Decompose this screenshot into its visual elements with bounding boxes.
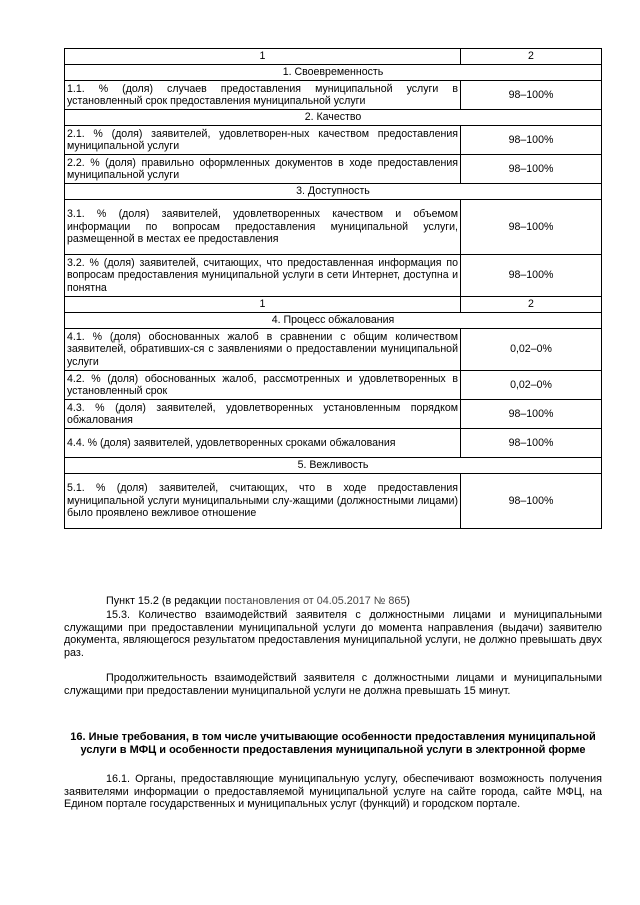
table-row [65,329,602,371]
paragraph-duration: Продолжительность взаимодействий заявителя с должностными лицами и муниципальными служащими при предоставлении муниципальной услуги не должна превышать 15 минут. [64,672,602,697]
indicator-value: 98–100% [461,126,602,155]
table-row [65,371,602,400]
indicator-value: 0,02–0% [461,371,602,400]
indicator-text: 2.2. % (доля) правильно оформленных документов в ходе предоставления муниципальной услуги [65,155,461,184]
table-row [65,400,602,429]
header-col2: 2 [461,297,602,313]
indicator-value: 98–100% [461,155,602,184]
section-title: 2. Качество [65,110,602,126]
section-title: 5. Вежливость [65,458,602,474]
indicator-text: 4.3. % (доля) заявителей, удовлетворенных установленным порядком обжалования [65,400,461,429]
indicator-text: 3.2. % (доля) заявителей, считающих, что предоставленная информация по вопросам предоставления муниципальной услуги в сети Интернет, доступна и понятна [65,255,461,297]
table-row [65,81,602,110]
table-row [65,255,602,297]
indicator-value: 98–100% [461,474,602,529]
section-row [65,65,602,81]
indicator-text: 3.1. % (доля) заявителей, удовлетворенных качеством и объемом информации по вопросам предоставления муниципальной услуги, размещенной в местах ее предоставления [65,200,461,255]
paragraph-15-3: 15.3. Количество взаимодействий заявителя с должностными лицами и муниципальными служащими при предоставлении муниципальной услуги до момента направления (выдачи) заявителю документа, являющегося результатом предоставления муниципальной услуги, не должно превышать двух раз. [64,609,602,659]
header-col1: 1 [65,49,461,65]
indicator-text: 5.1. % (доля) заявителей, считающих, что в ходе предоставления муниципальной услуги муниципальными слу-жащими (должностными лицами) было проявлено вежливое отношение [65,474,461,529]
indicator-text: 4.2. % (доля) обоснованных жалоб, рассмотренных и удовлетворенных в установленный срок [65,371,461,400]
table-header-row [65,49,602,65]
table-row [65,155,602,184]
note-prefix: Пункт 15.2 (в редакции [106,595,225,607]
indicator-text: 1.1. % (доля) случаев предоставления муниципальной услуги в установленный срок предоставления муниципальной услуги [65,81,461,110]
amendment-note [64,595,602,608]
section-row [65,184,602,200]
indicator-value: 98–100% [461,400,602,429]
section-title: 1. Своевременность [65,65,602,81]
indicator-value: 98–100% [461,255,602,297]
indicator-text: 4.1. % (доля) обоснованных жалоб в сравнении с общим количеством заявителей, обративших-ся с заявлениями о предоставлении муниципальной услуги [65,329,461,371]
table-row [65,126,602,155]
indicator-value: 98–100% [461,81,602,110]
header-col2: 2 [461,49,602,65]
indicator-text: 4.4. % (доля) заявителей, удовлетворенных сроками обжалования [65,429,461,458]
section-row [65,313,602,329]
table-row [65,429,602,458]
section-row [65,458,602,474]
indicator-value: 98–100% [461,429,602,458]
indicator-text: 2.1. % (доля) заявителей, удовлетворен-ных качеством предоставления муниципальной услуги [65,126,461,155]
table-row [65,200,602,255]
section-row [65,110,602,126]
paragraph-16-1: 16.1. Органы, предоставляющие муниципальную услугу, обеспечивают возможность получения заявителями информации о предоставляемой муниципальной услуге на сайте города, сайте МФЦ, на Едином портале государственных и муниципальных услуг (функций) и городском портале. [64,773,602,811]
indicator-value: 98–100% [461,200,602,255]
amendment-link[interactable]: постановления от 04.05.2017 № 865 [224,595,407,607]
note-suffix: ) [406,595,410,607]
section-title: 3. Доступность [65,184,602,200]
table-header-row [65,297,602,313]
quality-indicators-table [64,48,602,529]
header-col1: 1 [65,297,461,313]
table-row [65,474,602,529]
section-16-heading: 16. Иные требования, в том числе учитывающие особенности предоставления муниципальной услуги в МФЦ и особенности предоставления муниципальной услуги в электронной форме [70,731,596,756]
indicator-value: 0,02–0% [461,329,602,371]
section-title: 4. Процесс обжалования [65,313,602,329]
